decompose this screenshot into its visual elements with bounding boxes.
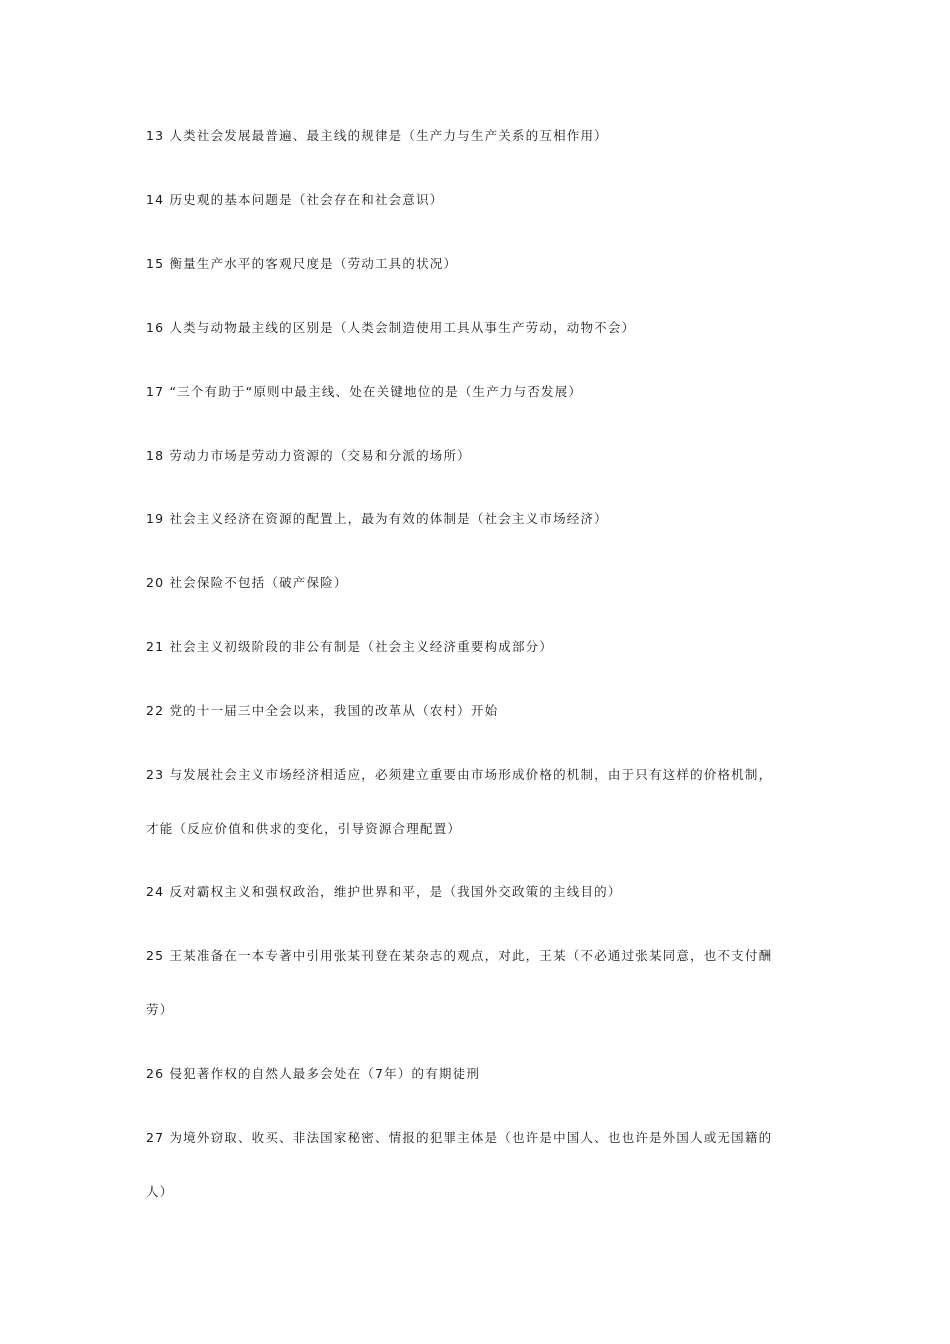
text-line-25-continued: 劳） [146,1002,174,1017]
text-line-15: 15 衡量生产水平的客观尺度是（劳动工具的状况） [146,256,458,271]
text-line-19: 19 社会主义经济在资源的配置上，最为有效的体制是（社会主义市场经济） [146,511,608,526]
text-line-24: 24 反对霸权主义和强权政治，维护世界和平，是（我国外交政策的主线目的） [146,884,622,899]
text-line-22: 22 党的十一届三中全会以来，我国的改革从（农村）开始 [146,703,499,718]
text-line-14: 14 历史观的基本问题是（社会存在和社会意识） [146,192,444,207]
text-line-18: 18 劳动力市场是劳动力资源的（交易和分派的场所） [146,448,471,463]
text-line-27: 27 为境外窃取、收买、非法国家秘密、情报的犯罪主体是（也许是中国人、也也许是外国人或无国籍的 [146,1130,773,1145]
text-line-26: 26 侵犯著作权的自然人最多会处在（7年）的有期徒刑 [146,1066,481,1081]
text-line-13: 13 人类社会发展最普遍、最主线的规律是（生产力与生产关系的互相作用） [146,128,608,143]
text-line-17: 17 “三个有助于“原则中最主线、处在关键地位的是（生产力与否发展） [146,384,583,399]
text-line-23-continued: 才能（反应价值和供求的变化，引导资源合理配置） [146,821,462,836]
text-line-27-continued: 人） [146,1184,174,1199]
text-line-21: 21 社会主义初级阶段的非公有制是（社会主义经济重要构成部分） [146,639,554,654]
text-line-23: 23 与发展社会主义市场经济相适应，必须建立重要由市场形成价格的机制，由于只有这样的价格机制， [146,767,773,782]
text-line-20: 20 社会保险不包括（破产保险） [146,575,348,590]
text-line-16: 16 人类与动物最主线的区别是（人类会制造使用工具从事生产劳动，动物不会） [146,320,636,335]
text-line-25: 25 王某准备在一本专著中引用张某刊登在某杂志的观点，对此，王某（不必通过张某同意，也不支付酬 [146,948,773,963]
